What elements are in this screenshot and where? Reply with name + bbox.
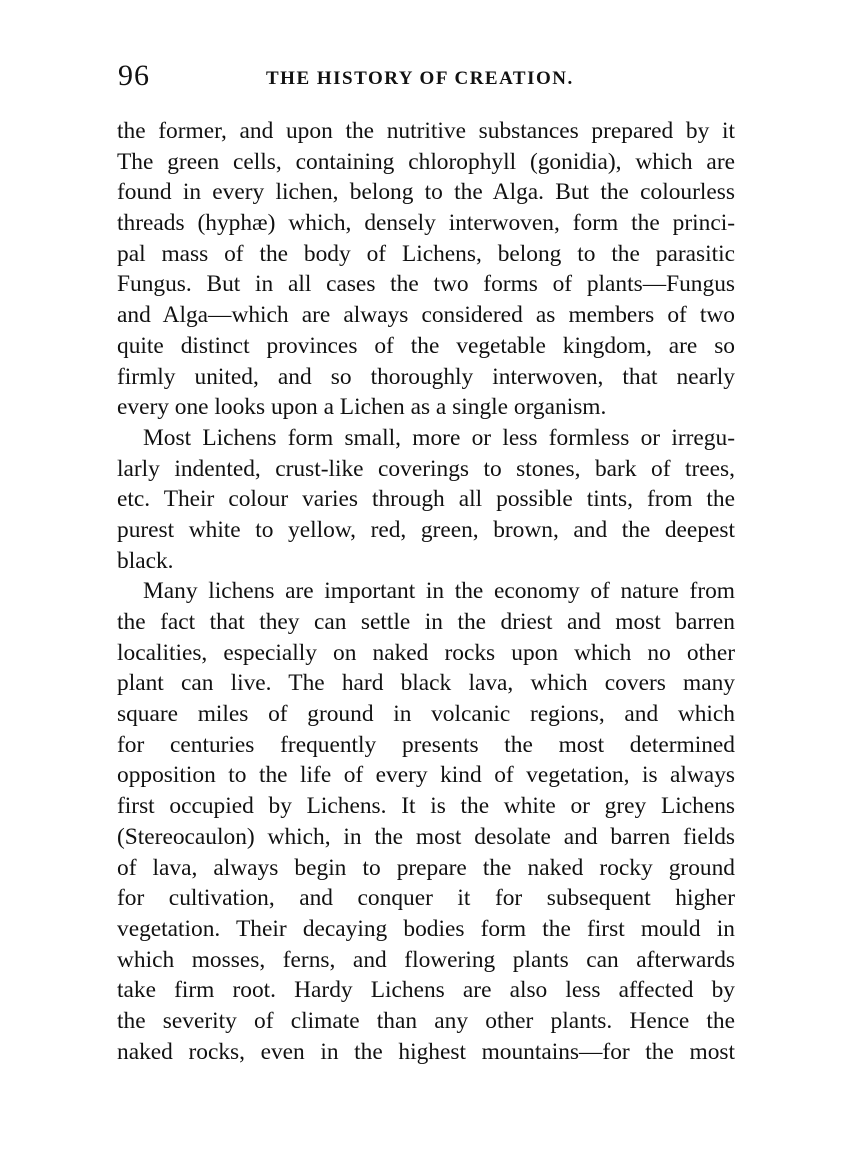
text-line: threads (hyphæ) which, densely interwoven, form the princi- xyxy=(117,210,735,237)
text-line: firmly united, and so thoroughly interwoven, that nearly xyxy=(117,363,735,390)
text-line: naked rocks, even in the highest mountains—for the most xyxy=(117,1038,735,1065)
text-line: which mosses, ferns, and flowering plants can afterwards xyxy=(117,946,735,973)
body-text xyxy=(117,116,735,1067)
text-line: localities, especially on naked rocks upon which no other xyxy=(117,639,735,666)
running-title: THE HISTORY OF CREATION. xyxy=(266,68,574,89)
text-line: purest white to yellow, red, green, brown, and the deepest xyxy=(117,516,735,543)
text-line: take firm root. Hardy Lichens are also less affected by xyxy=(117,977,735,1004)
paragraph-first-line: Most Lichens form small, more or less formless or irregu- xyxy=(143,424,735,451)
text-line: plant can live. The hard black lava, which covers many xyxy=(117,670,735,697)
text-line: first occupied by Lichens. It is the white or grey Lichens xyxy=(117,793,735,820)
text-line: The green cells, containing chlorophyll (gonidia), which are xyxy=(117,148,735,175)
text-line: vegetation. Their decaying bodies form the first mould in xyxy=(117,915,735,942)
text-line: for cultivation, and conquer it for subsequent higher xyxy=(117,885,735,912)
page-number: 96 xyxy=(118,59,150,92)
text-line: opposition to the life of every kind of vegetation, is always xyxy=(117,762,735,789)
text-line: found in every lichen, belong to the Alga. But the colourless xyxy=(117,179,735,206)
text-line: quite distinct provinces of the vegetable kingdom, are so xyxy=(117,332,735,359)
text-line: pal mass of the body of Lichens, belong to the parasitic xyxy=(117,240,735,267)
text-line: the severity of climate than any other plants. Hence the xyxy=(117,1007,735,1034)
text-line: for centuries frequently presents the most determined xyxy=(117,731,735,758)
text-line: square miles of ground in volcanic regions, and which xyxy=(117,701,735,728)
text-line: (Stereocaulon) which, in the most desolate and barren fields xyxy=(117,823,735,850)
text-line: larly indented, crust-like coverings to stones, bark of trees, xyxy=(117,455,735,482)
running-head xyxy=(118,58,738,98)
text-line: the former, and upon the nutritive substances prepared by it xyxy=(117,118,735,144)
text-line: Fungus. But in all cases the two forms of plants—Fungus xyxy=(117,271,735,298)
paragraph-first-line: Many lichens are important in the economy of nature from xyxy=(143,578,735,605)
text-line: the fact that they can settle in the driest and most barren xyxy=(117,609,735,635)
text-line: etc. Their colour varies through all possible tints, from the xyxy=(117,486,735,513)
text-line: every one looks upon a Lichen as a single organism. xyxy=(117,394,607,421)
text-line: black. xyxy=(117,547,174,574)
text-line: of lava, always begin to prepare the naked rocky ground xyxy=(117,854,735,881)
text-line: and Alga—which are always considered as members of two xyxy=(117,302,735,329)
